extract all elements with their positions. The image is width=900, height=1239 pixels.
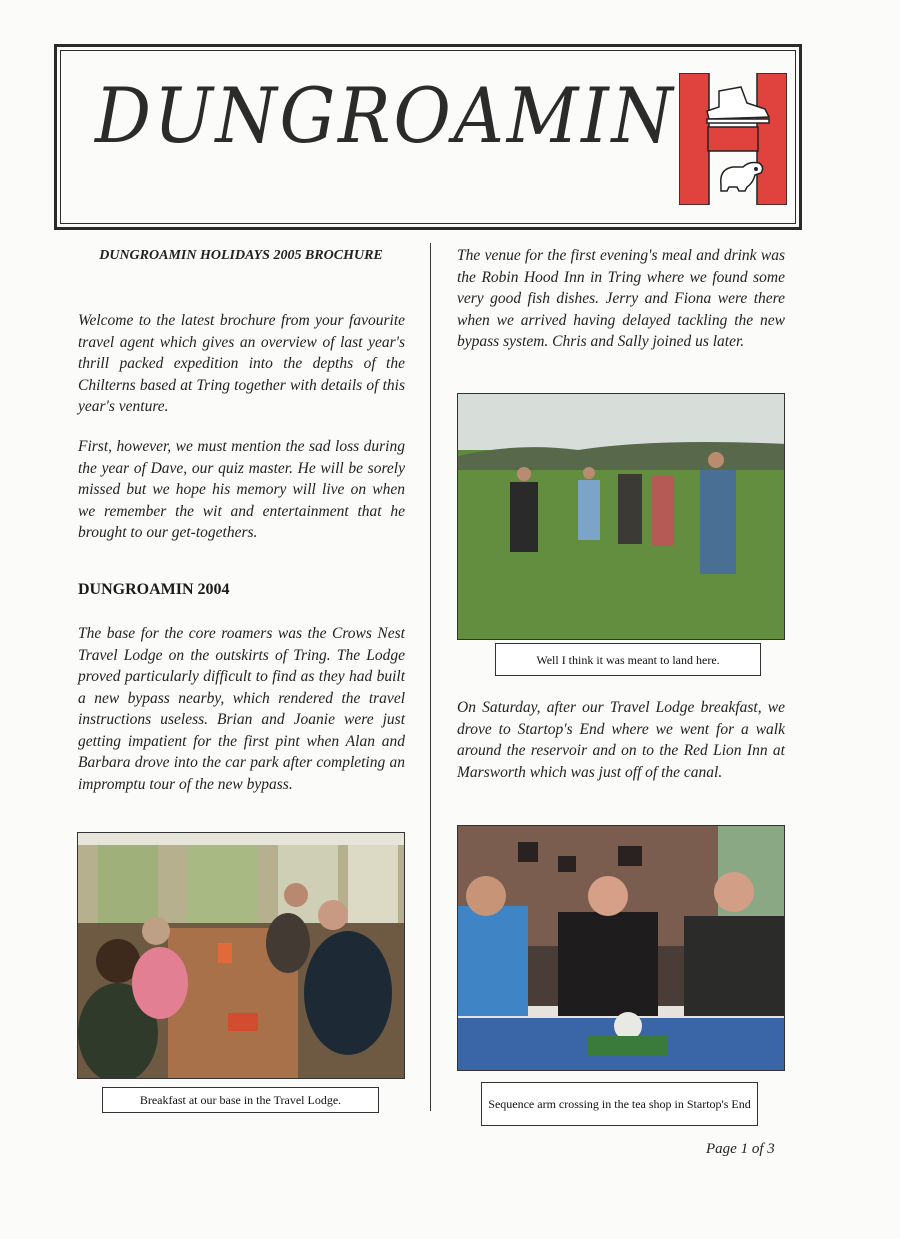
masthead-inner-border: [60, 50, 796, 224]
brochure-subtitle: DUNGROAMIN HOLIDAYS 2005 BROCHURE: [99, 248, 383, 263]
masthead-box: [54, 44, 802, 230]
masthead-title: DUNGROAMIN: [95, 71, 676, 160]
field-photo: [457, 393, 785, 640]
page-number: Page 1 of 3: [706, 1141, 775, 1157]
column-divider: [430, 243, 431, 1111]
dungroamin-logo: [679, 73, 787, 205]
saturday-paragraph: On Saturday, after our Travel Lodge breakfast, we drove to Startop's End where we went for a walk around the reservoir and on to the Red Lion Inn at Marsworth which was just off of the canal.: [457, 699, 785, 781]
tea-shop-caption: Sequence arm crossing in the tea shop in Startop's End: [481, 1082, 758, 1126]
section-heading: DUNGROAMIN 2004: [78, 581, 230, 598]
loss-paragraph: First, however, we must mention the sad loss during the year of Dave, our quiz master. He will be sorely missed but we hope his memory will live on when we remember the wit and entertainment that he brought to our get-togethers.: [78, 438, 405, 541]
breakfast-photo: [77, 832, 405, 1079]
field-caption: Well I think it was meant to land here.: [495, 643, 761, 676]
venue-paragraph: The venue for the first evening's meal and drink was the Robin Hood Inn in Tring where we found some very good fish dishes. Jerry and Fiona were there when we arrived having delayed tackling the new bypass system. Chris and Sally joined us later.: [457, 247, 785, 350]
breakfast-caption: Breakfast at our base in the Travel Lodge.: [102, 1087, 379, 1113]
base-paragraph: The base for the core roamers was the Crows Nest Travel Lodge on the outskirts of Tring. The Lodge proved particularly difficult to find as they had built a new bypass nearby, which rendered the travel instructions useless. Brian and Joanie were just getting impatient for the first pint when Alan and Barbara drove into the car park after completing an impromptu tour of the new bypass.: [78, 625, 405, 793]
intro-paragraph: Welcome to the latest brochure from your favourite travel agent which gives an overview of last year's thrill packed expedition into the depths of the Chilterns based at Tring together with details of this year's venture.: [78, 312, 405, 415]
tea-shop-photo: [457, 825, 785, 1071]
